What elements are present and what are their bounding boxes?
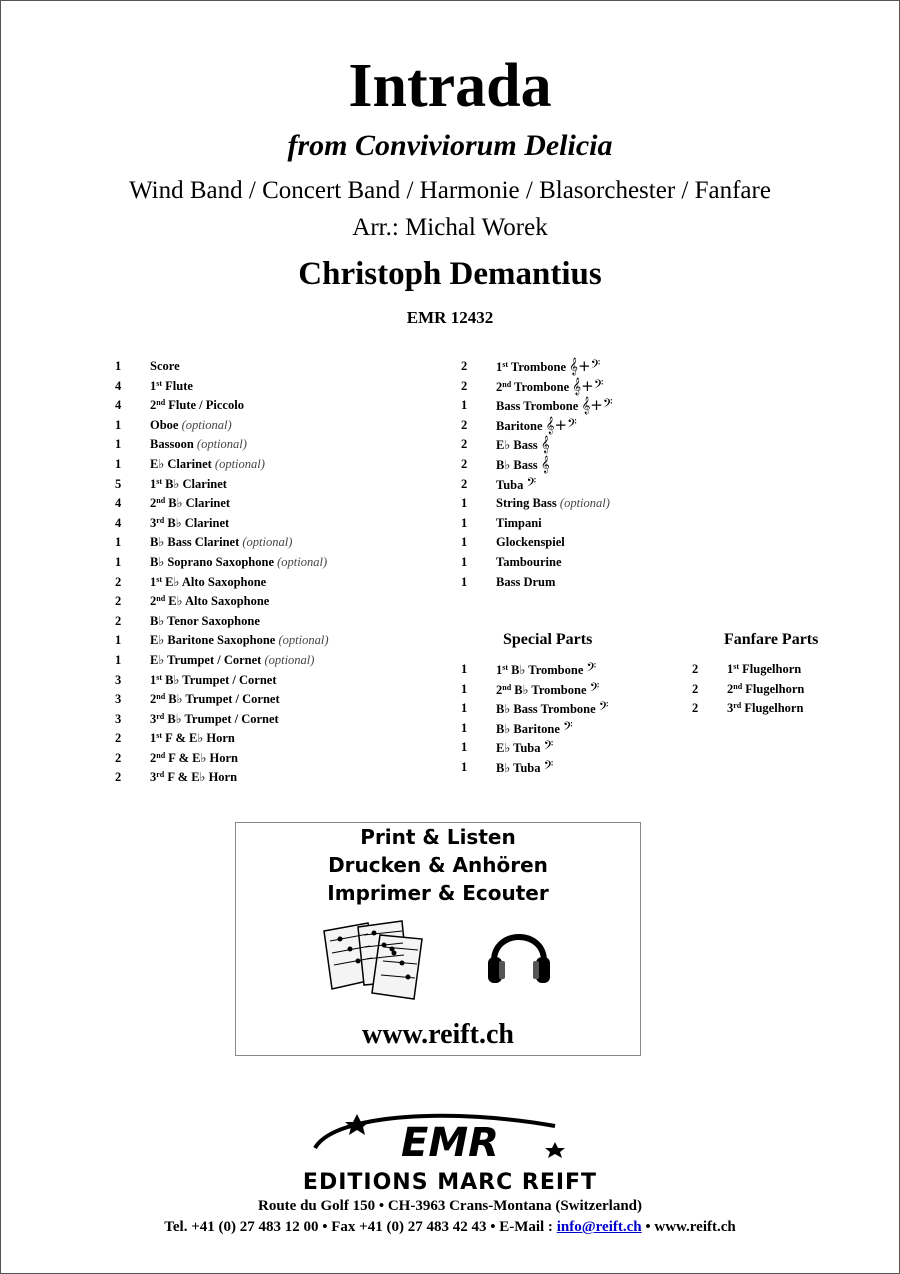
part-quantity: 3 xyxy=(115,711,122,726)
part-name: 2nd B♭ Clarinet xyxy=(150,496,231,511)
part-name: E♭ Tuba 𝄢 xyxy=(496,738,554,757)
part-name: 1st B♭ Trombone 𝄢 xyxy=(496,660,597,678)
publisher-address: Route du Golf 150 • CH-3963 Crans-Montana (Switzerland) xyxy=(258,1198,642,1214)
contact-phone-fax: Tel. +41 (0) 27 483 12 00 • Fax +41 (0) 27 483 42 43 • E-Mail : xyxy=(164,1219,557,1235)
part-quantity: 1 xyxy=(461,398,468,413)
part-name: String Bass (optional) xyxy=(496,496,610,511)
part-name: Baritone 𝄞+𝄢 xyxy=(496,415,577,434)
sheet-music-icon xyxy=(318,919,428,1003)
part-row xyxy=(461,475,701,495)
part-row xyxy=(115,494,445,514)
part-quantity: 1 xyxy=(115,359,122,373)
promo-line-de: Drucken & Anhören xyxy=(328,853,548,877)
part-quantity: 1 xyxy=(461,496,468,511)
part-quantity: 1 xyxy=(461,515,468,530)
part-name: B♭ Baritone 𝄢 xyxy=(496,718,573,737)
special-parts-list xyxy=(461,660,691,778)
part-row xyxy=(461,435,701,455)
part-quantity: 2 xyxy=(692,701,699,716)
part-quantity: 1 xyxy=(115,535,122,550)
part-quantity: 4 xyxy=(115,515,122,530)
part-quantity: 1 xyxy=(115,633,122,648)
part-quantity: 1 xyxy=(461,701,468,716)
part-row xyxy=(461,758,691,778)
part-row xyxy=(115,651,445,671)
part-row xyxy=(461,660,691,680)
part-quantity: 1 xyxy=(461,535,468,550)
part-row xyxy=(461,514,701,534)
part-quantity: 2 xyxy=(692,662,699,676)
part-quantity: 2 xyxy=(461,476,468,491)
part-quantity: 1 xyxy=(115,554,122,569)
part-name: 1st B♭ Trumpet / Cornet xyxy=(150,672,277,687)
part-name: Timpani xyxy=(496,515,542,530)
part-name: 3rd Flugelhorn xyxy=(727,701,804,716)
band-types: Wind Band / Concert Band / Harmonie / Blasorchester / Fanfare xyxy=(129,177,771,204)
part-row xyxy=(461,738,691,758)
part-row xyxy=(461,396,701,416)
part-row xyxy=(115,357,445,377)
part-quantity: 4 xyxy=(115,496,122,511)
part-quantity: 2 xyxy=(461,437,468,452)
part-quantity: 4 xyxy=(115,378,122,393)
part-quantity: 2 xyxy=(461,378,468,393)
emr-logo xyxy=(305,1108,595,1170)
part-quantity: 1 xyxy=(115,437,122,452)
part-row xyxy=(115,514,445,534)
part-name: 1st Flute xyxy=(150,378,193,393)
part-name: Bass Trombone 𝄞+𝄢 xyxy=(496,396,613,415)
part-quantity: 2 xyxy=(115,750,122,765)
part-row xyxy=(115,377,445,397)
part-row xyxy=(115,749,445,769)
part-row xyxy=(115,690,445,710)
part-row xyxy=(115,573,445,593)
special-parts-heading: Special Parts xyxy=(503,631,593,648)
part-quantity: 2 xyxy=(461,417,468,432)
contact-website: • www.reift.ch xyxy=(641,1219,736,1235)
part-name: Score xyxy=(150,359,180,373)
part-name: B♭ Tuba 𝄢 xyxy=(496,757,554,776)
part-quantity: 1 xyxy=(461,740,468,755)
part-name: Oboe (optional) xyxy=(150,417,232,432)
part-row xyxy=(115,435,445,455)
part-name: 3rd B♭ Clarinet xyxy=(150,515,230,530)
part-row xyxy=(115,416,445,436)
part-row xyxy=(115,533,445,553)
part-row xyxy=(461,699,691,719)
part-row xyxy=(461,494,701,514)
fanfare-parts-list xyxy=(692,660,872,719)
part-name: 2nd Flute / Piccolo xyxy=(150,398,244,413)
promo-line-en: Print & Listen xyxy=(360,825,516,849)
part-quantity: 2 xyxy=(461,456,468,471)
part-quantity: 1 xyxy=(115,417,122,432)
part-quantity: 3 xyxy=(115,672,122,687)
part-quantity: 1 xyxy=(461,681,468,696)
parts-list-left xyxy=(115,357,445,788)
part-row xyxy=(115,729,445,749)
part-row xyxy=(115,671,445,691)
part-row xyxy=(461,573,701,593)
publisher-name: EDITIONS MARC REIFT xyxy=(302,1170,598,1195)
part-quantity: 1 xyxy=(115,456,122,471)
part-quantity: 1 xyxy=(461,759,468,774)
part-name: E♭ Baritone Saxophone (optional) xyxy=(150,633,329,648)
headphones-icon xyxy=(484,919,554,989)
part-row xyxy=(115,768,445,788)
part-quantity: 2 xyxy=(115,770,122,785)
part-name: 2nd Trombone 𝄞+𝄢 xyxy=(496,376,604,395)
part-name: B♭ Bass Trombone 𝄢 xyxy=(496,699,609,718)
part-name: 2nd E♭ Alto Saxophone xyxy=(150,594,270,609)
part-row xyxy=(461,553,701,573)
part-row xyxy=(115,396,445,416)
part-name: B♭ Bass 𝄞 xyxy=(496,454,550,473)
part-row xyxy=(461,416,701,436)
part-quantity: 2 xyxy=(461,359,468,373)
part-quantity: 2 xyxy=(115,613,122,628)
part-name: E♭ Clarinet (optional) xyxy=(150,456,265,471)
part-row xyxy=(461,533,701,553)
part-row xyxy=(115,631,445,651)
part-name: E♭ Bass 𝄞 xyxy=(496,435,550,454)
part-name: Bassoon (optional) xyxy=(150,437,247,452)
part-row xyxy=(461,357,701,377)
part-name: 2nd Flugelhorn xyxy=(727,681,805,696)
part-name: Tambourine xyxy=(496,554,562,569)
part-quantity: 1 xyxy=(461,720,468,735)
part-row xyxy=(115,475,445,495)
part-name: 2nd B♭ Trumpet / Cornet xyxy=(150,692,280,707)
promo-website[interactable]: www.reift.ch xyxy=(362,1019,514,1050)
part-name: 1st E♭ Alto Saxophone xyxy=(150,574,267,589)
part-name: 3rd B♭ Trumpet / Cornet xyxy=(150,711,279,726)
part-name: 2nd F & E♭ Horn xyxy=(150,750,238,765)
part-row xyxy=(115,612,445,632)
part-row xyxy=(461,680,691,700)
part-name: B♭ Bass Clarinet (optional) xyxy=(150,535,293,550)
parts-list-right xyxy=(461,357,701,592)
part-quantity: 3 xyxy=(115,692,122,707)
part-quantity: 4 xyxy=(115,398,122,413)
part-row xyxy=(692,660,872,680)
print-listen-box xyxy=(235,822,641,1056)
part-name: Tuba 𝄢 xyxy=(496,474,537,493)
part-quantity: 2 xyxy=(692,681,699,696)
fanfare-parts-heading: Fanfare Parts xyxy=(724,631,819,648)
part-row xyxy=(692,680,872,700)
part-row xyxy=(461,455,701,475)
part-name: Glockenspiel xyxy=(496,535,565,550)
part-name: 3rd F & E♭ Horn xyxy=(150,770,238,785)
part-name: B♭ Tenor Saxophone xyxy=(150,613,260,628)
part-quantity: 1 xyxy=(461,554,468,569)
part-quantity: 1 xyxy=(461,662,468,676)
publisher-contact xyxy=(0,1219,900,1236)
part-quantity: 2 xyxy=(115,594,122,609)
part-name: 1st Trombone 𝄞+𝄢 xyxy=(496,357,601,375)
part-name: 1st F & E♭ Horn xyxy=(150,731,235,746)
part-row xyxy=(115,592,445,612)
part-row xyxy=(115,455,445,475)
part-row xyxy=(692,699,872,719)
part-quantity: 1 xyxy=(461,574,468,589)
part-name: E♭ Trumpet / Cornet (optional) xyxy=(150,652,315,667)
emr-logo-text: EMR xyxy=(401,1120,499,1166)
part-quantity: 2 xyxy=(115,574,122,589)
part-name: B♭ Soprano Saxophone (optional) xyxy=(150,554,328,569)
piece-title: Intrada xyxy=(348,52,552,120)
catalog-code: EMR 12432 xyxy=(406,308,494,327)
part-quantity: 2 xyxy=(115,731,122,746)
part-name: 1st B♭ Clarinet xyxy=(150,476,227,491)
part-name: 2nd B♭ Trombone 𝄢 xyxy=(496,679,600,698)
part-name: Bass Drum xyxy=(496,574,556,589)
composer: Christoph Demantius xyxy=(298,256,602,292)
email-link[interactable]: info@reift.ch xyxy=(556,1219,642,1235)
part-quantity: 5 xyxy=(115,476,122,491)
promo-line-fr: Imprimer & Ecouter xyxy=(327,881,549,905)
part-quantity: 1 xyxy=(115,652,122,667)
arranger: Arr.: Michal Worek xyxy=(352,214,548,241)
part-row xyxy=(461,719,691,739)
part-name: 1st Flugelhorn xyxy=(727,662,802,676)
part-row xyxy=(115,710,445,730)
part-row xyxy=(461,377,701,397)
part-row xyxy=(115,553,445,573)
piece-subtitle: from Conviviorum Delicia xyxy=(287,129,613,162)
